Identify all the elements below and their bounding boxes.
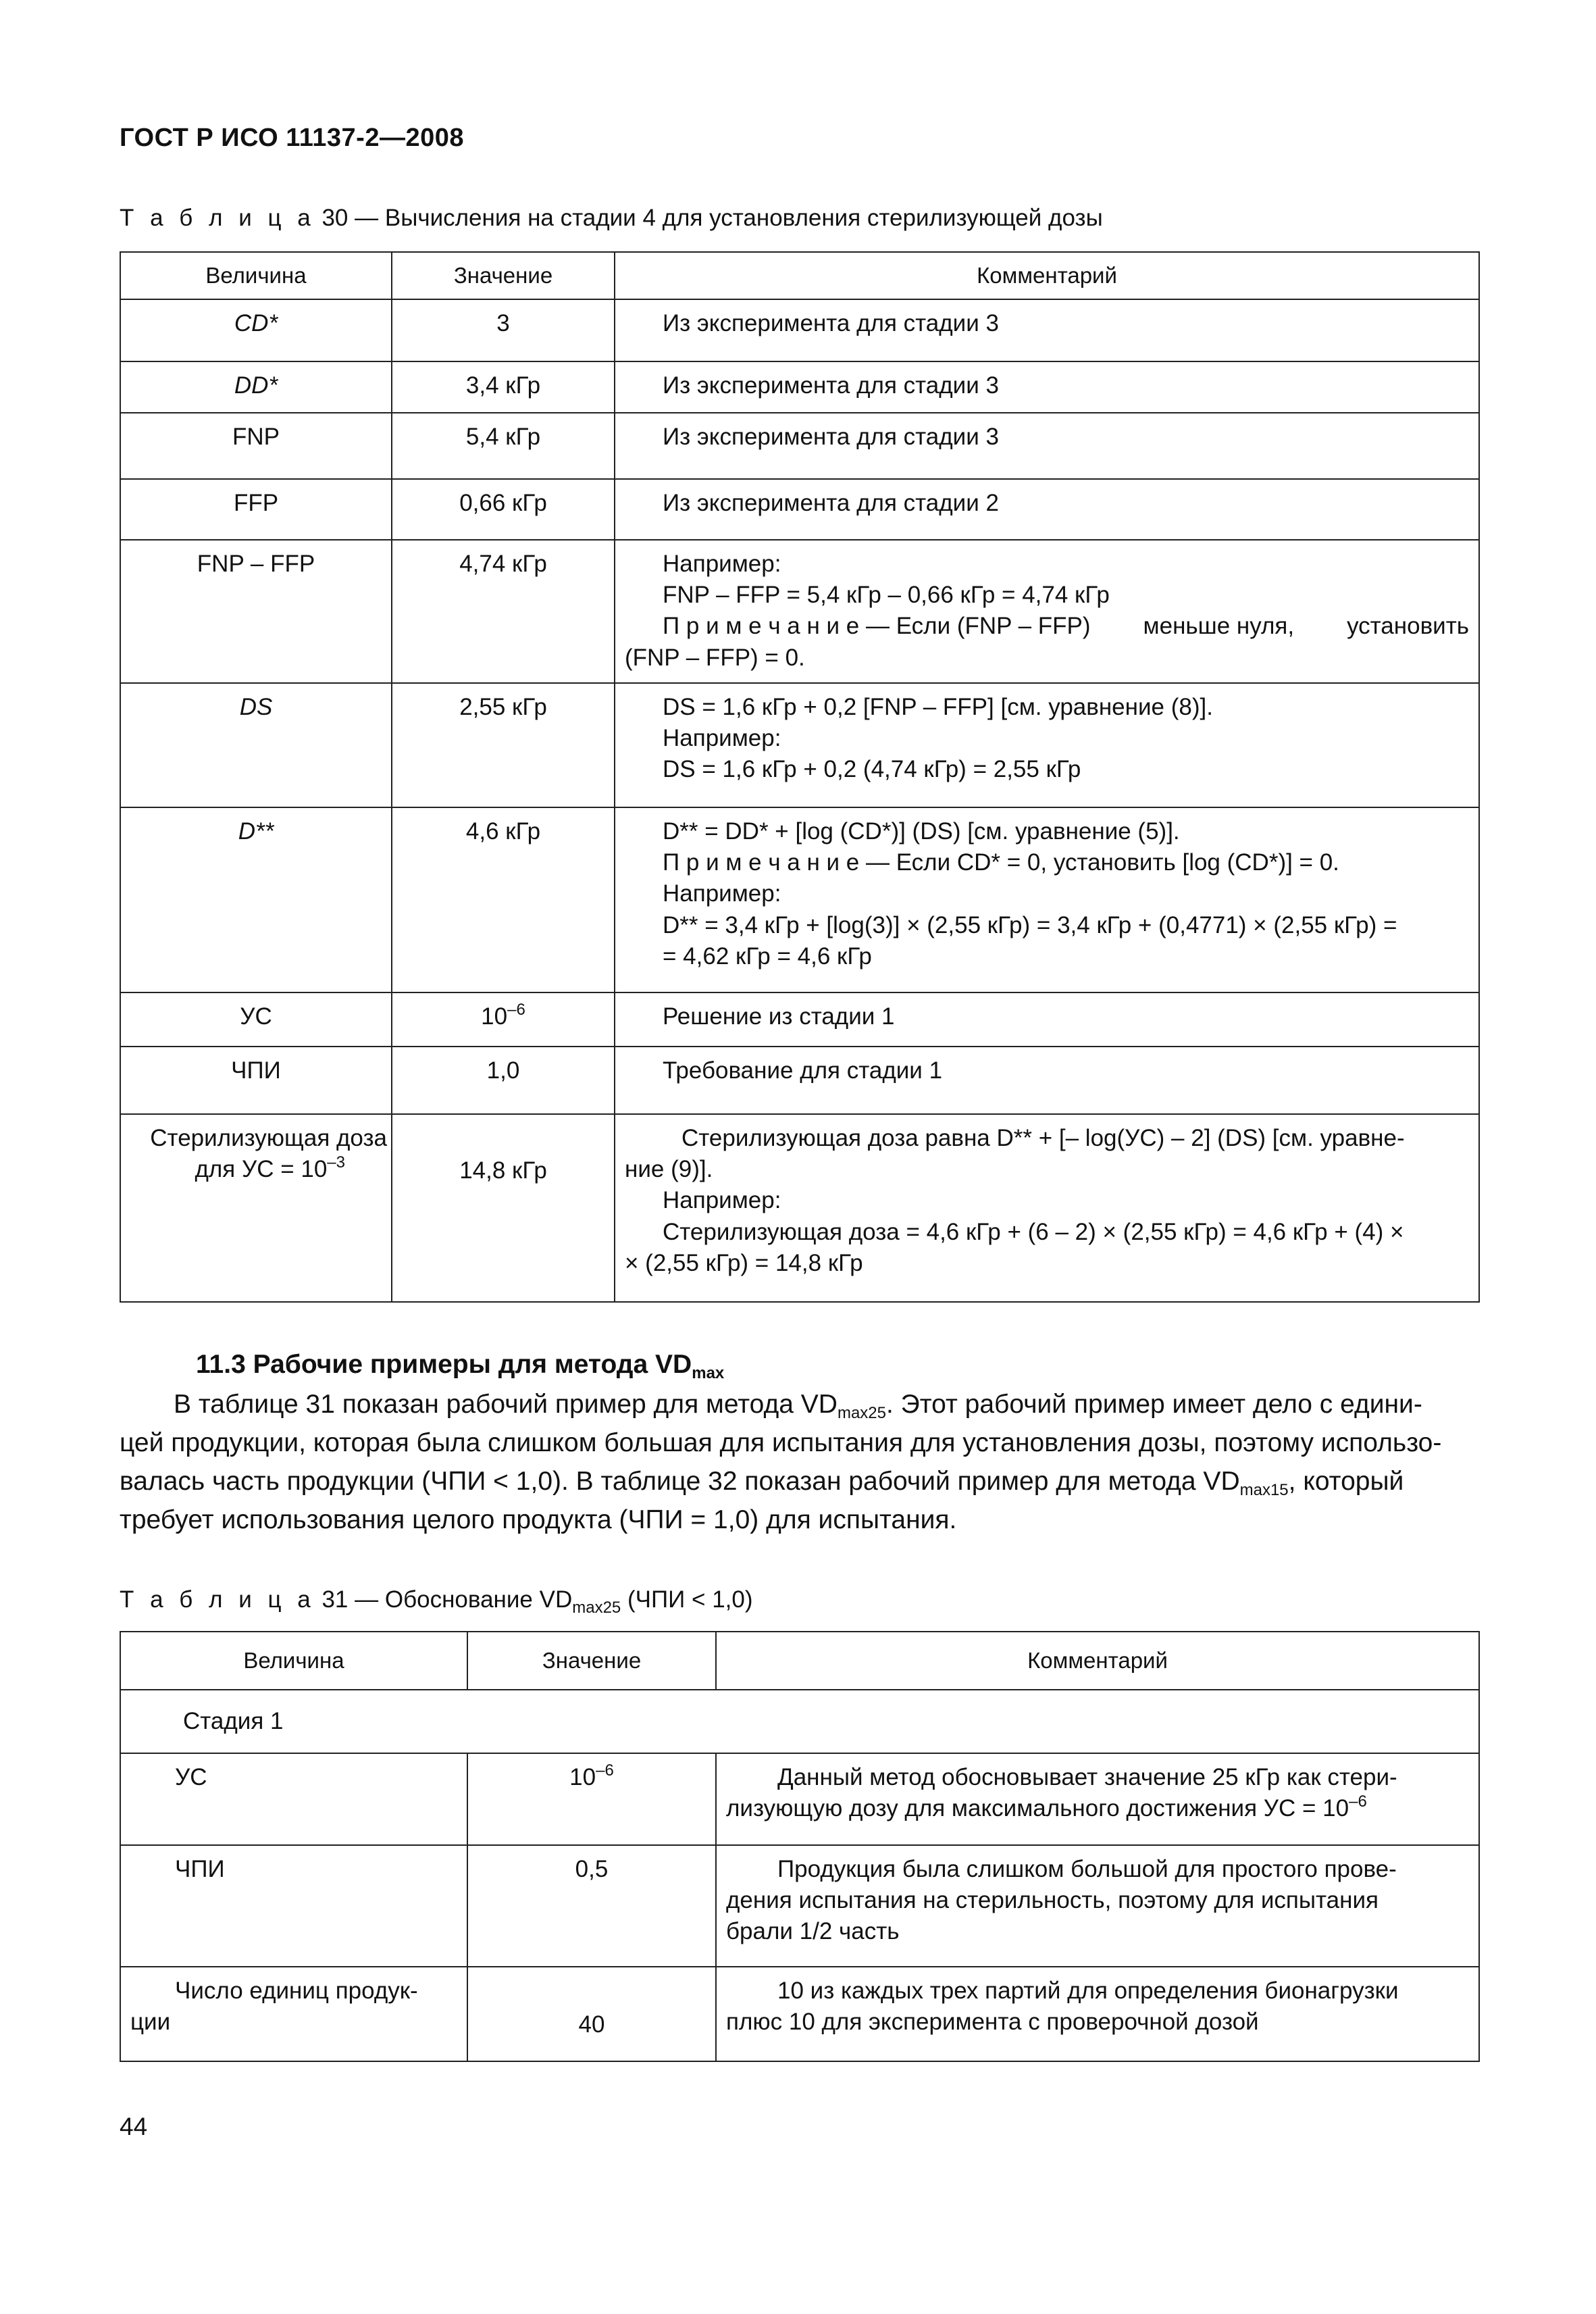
col-header-quantity: Величина — [120, 252, 392, 299]
comment-line: Например: — [663, 551, 781, 577]
paragraph-line — [120, 1462, 1478, 1501]
table-row — [120, 361, 1479, 413]
table-row — [120, 992, 1479, 1047]
caption-text: 31 — Обоснование VD — [321, 1586, 573, 1613]
value-cell: 2,55 кГр — [392, 683, 615, 807]
value-cell: 3,4 кГр — [392, 361, 615, 413]
text-subscript: max25 — [837, 1404, 886, 1422]
comment-cell: Из эксперимента для стадии 3 — [615, 361, 1479, 413]
comment-line: плюс 10 для эксперимента с проверочной дозой — [726, 2009, 1259, 2036]
quantity-cell: FNP — [120, 413, 392, 479]
table-row — [120, 413, 1479, 479]
value-cell: 0,5 — [467, 1845, 716, 1967]
comment-cell — [615, 807, 1479, 992]
page-number: 44 — [120, 2113, 148, 2140]
quantity-cell: УС — [120, 992, 392, 1047]
table-31 — [120, 1631, 1480, 2062]
note-part: установить — [1347, 613, 1469, 640]
comment-cell — [716, 1845, 1479, 1967]
comment-cell: Из эксперимента для стадии 2 — [615, 479, 1479, 540]
comment-line: Например: — [663, 1187, 781, 1214]
comment-line: 10 из каждых трех партий для определения бионагрузки — [777, 1978, 1399, 2004]
table-header-row — [120, 252, 1479, 299]
caption-text: (ЧПИ < 1,0) — [621, 1586, 753, 1613]
quantity-cell: DS — [239, 694, 273, 720]
comment-line: D** = 3,4 кГр + [log(3)] × (2,55 кГр) = 3,4 кГр + (0,4771) × (2,55 кГр) = — [663, 911, 1397, 938]
col-header-comment: Комментарий — [615, 252, 1479, 299]
table-row — [120, 1845, 1479, 1967]
table-header-row — [120, 1632, 1479, 1690]
quantity-line: Стерилизующая доза — [150, 1125, 387, 1151]
comment-line: Данный метод обосновывает значение 25 кГр как стери- — [777, 1764, 1397, 1790]
value-cell: 0,66 кГр — [392, 479, 615, 540]
caption-word: Т а б л и ц а — [120, 205, 315, 231]
document-header: ГОСТ Р ИСО 11137-2—2008 — [120, 124, 464, 152]
text-part: , который — [1288, 1467, 1404, 1496]
table-30-caption — [120, 205, 1103, 232]
comment-line: Стерилизующая доза равна D** + [– log(УС) – 2] (DS) [см. уравне- — [681, 1125, 1405, 1151]
col-header-value: Значение — [392, 252, 615, 299]
paragraph-line — [120, 1385, 1478, 1424]
quantity-line: ции — [130, 2009, 171, 2036]
value-cell: 1,0 — [392, 1047, 615, 1114]
comment-cell — [615, 1114, 1479, 1302]
comment-cell: Из эксперимента для стадии 3 — [615, 299, 1479, 361]
table-row — [120, 807, 1479, 992]
col-header-value: Значение — [467, 1632, 716, 1690]
text-part: В таблице 31 показан рабочий пример для метода VD — [174, 1390, 838, 1419]
caption-subscript: max25 — [572, 1599, 621, 1617]
text-exponent: –6 — [1349, 1792, 1367, 1811]
comment-cell: Решение из стадии 1 — [615, 992, 1479, 1047]
text-part: . Этот рабочий пример имеет дело с едини- — [886, 1390, 1422, 1419]
comment-line: FNP – FFP = 5,4 кГр – 0,66 кГр = 4,74 кГр — [663, 582, 1110, 609]
text-part: валась часть продукции (ЧПИ < 1,0). В таблице 32 показан рабочий пример для метода VD — [120, 1467, 1240, 1496]
comment-line: Продукция была слишком большой для простого прове- — [777, 1856, 1397, 1882]
comment-line: П р и м е ч а н и е — Если CD* = 0, установить [log (CD*)] = 0. — [663, 849, 1339, 876]
value-cell: 40 — [467, 1967, 716, 2061]
caption-text: 30 — Вычисления на стадии 4 для установления стерилизующей дозы — [321, 205, 1103, 231]
comment-line: × (2,55 кГр) = 14,8 кГр — [625, 1249, 863, 1276]
comment-line: дения испытания на стерильность, поэтому для испытания — [726, 1887, 1379, 1914]
quantity-cell — [120, 1967, 467, 2061]
note-line — [625, 611, 1469, 642]
table-row — [120, 540, 1479, 683]
comment-line — [726, 1793, 1469, 1824]
paragraph-line: требует использования целого продукта (ЧПИ = 1,0) для испытания. — [120, 1505, 957, 1534]
quantity-cell: D** — [238, 818, 274, 845]
comment-line: брали 1/2 часть — [726, 1918, 900, 1945]
table-row — [120, 1967, 1479, 2061]
table-row — [120, 479, 1479, 540]
table-row — [120, 1114, 1479, 1302]
comment-line: DS = 1,6 кГр + 0,2 [FNP – FFP] [см. уравнение (8)]. — [663, 694, 1213, 720]
note-part: меньше нуля, — [1143, 613, 1295, 640]
stage-cell: Стадия 1 — [120, 1690, 1479, 1753]
quantity-cell: FFP — [120, 479, 392, 540]
comment-cell — [615, 540, 1479, 683]
quantity-cell: ЧПИ — [120, 1047, 392, 1114]
table-31-caption — [120, 1586, 753, 1617]
text-subscript: max15 — [1239, 1481, 1289, 1499]
comment-cell — [615, 683, 1479, 807]
table-30 — [120, 251, 1480, 1303]
comment-cell — [716, 1753, 1479, 1845]
quantity-base: для УС = 10 — [195, 1156, 328, 1183]
value-cell: 14,8 кГр — [392, 1114, 615, 1302]
section-heading — [196, 1350, 724, 1380]
value-cell — [467, 1753, 716, 1845]
col-header-quantity: Величина — [120, 1632, 467, 1690]
comment-line: D** = DD* + [log (CD*)] (DS) [см. уравнение (5)]. — [663, 818, 1180, 845]
caption-word: Т а б л и ц а — [120, 1586, 315, 1613]
table-row — [120, 1753, 1479, 1845]
value-cell: 4,6 кГр — [392, 807, 615, 992]
table-row — [120, 299, 1479, 361]
comment-cell — [716, 1967, 1479, 2061]
quantity-cell: DD* — [234, 372, 278, 399]
col-header-comment: Комментарий — [716, 1632, 1479, 1690]
value-exponent: –6 — [596, 1761, 614, 1780]
comment-line: (FNP – FFP) = 0. — [625, 644, 805, 671]
text-part: лизующую дозу для максимального достижения УС = 10 — [726, 1795, 1349, 1822]
section-paragraph — [120, 1385, 1478, 1539]
quantity-cell — [120, 1114, 392, 1302]
heading-subscript: max — [692, 1364, 725, 1382]
value-base: 10 — [481, 1003, 508, 1030]
table-row — [120, 1690, 1479, 1753]
value-cell: 4,74 кГр — [392, 540, 615, 683]
value-cell: 5,4 кГр — [392, 413, 615, 479]
paragraph-line: цей продукции, которая была слишком большая для испытания для установления дозы, поэтому использо- — [120, 1428, 1442, 1457]
note-part: П р и м е ч а н и е — Если (FNP – FFP) — [663, 613, 1091, 640]
value-cell: 3 — [392, 299, 615, 361]
heading-text: 11.3 Рабочие примеры для метода VD — [196, 1350, 692, 1379]
value-base: 10 — [569, 1764, 596, 1790]
quantity-line — [130, 1154, 387, 1185]
comment-line: Стерилизующая доза = 4,6 кГр + (6 – 2) × (2,55 кГр) = 4,6 кГр + (4) × — [663, 1218, 1404, 1245]
quantity-line: Число единиц продук- — [175, 1978, 418, 2004]
quantity-cell: ЧПИ — [120, 1845, 467, 1967]
comment-cell: Требование для стадии 1 — [615, 1047, 1479, 1114]
value-exponent: –6 — [507, 1001, 525, 1019]
comment-cell: Из эксперимента для стадии 3 — [615, 413, 1479, 479]
quantity-cell: УС — [120, 1753, 467, 1845]
comment-line: Например: — [663, 725, 781, 752]
comment-line: Например: — [663, 880, 781, 907]
quantity-cell: CD* — [234, 310, 278, 336]
quantity-exponent: –3 — [327, 1153, 345, 1172]
table-row — [120, 683, 1479, 807]
comment-line: ние (9)]. — [625, 1156, 713, 1183]
table-row — [120, 1047, 1479, 1114]
quantity-cell: FNP – FFP — [120, 540, 392, 683]
comment-line: = 4,62 кГр = 4,6 кГр — [663, 942, 872, 970]
comment-line: DS = 1,6 кГр + 0,2 (4,74 кГр) = 2,55 кГр — [663, 756, 1081, 783]
value-cell — [392, 992, 615, 1047]
